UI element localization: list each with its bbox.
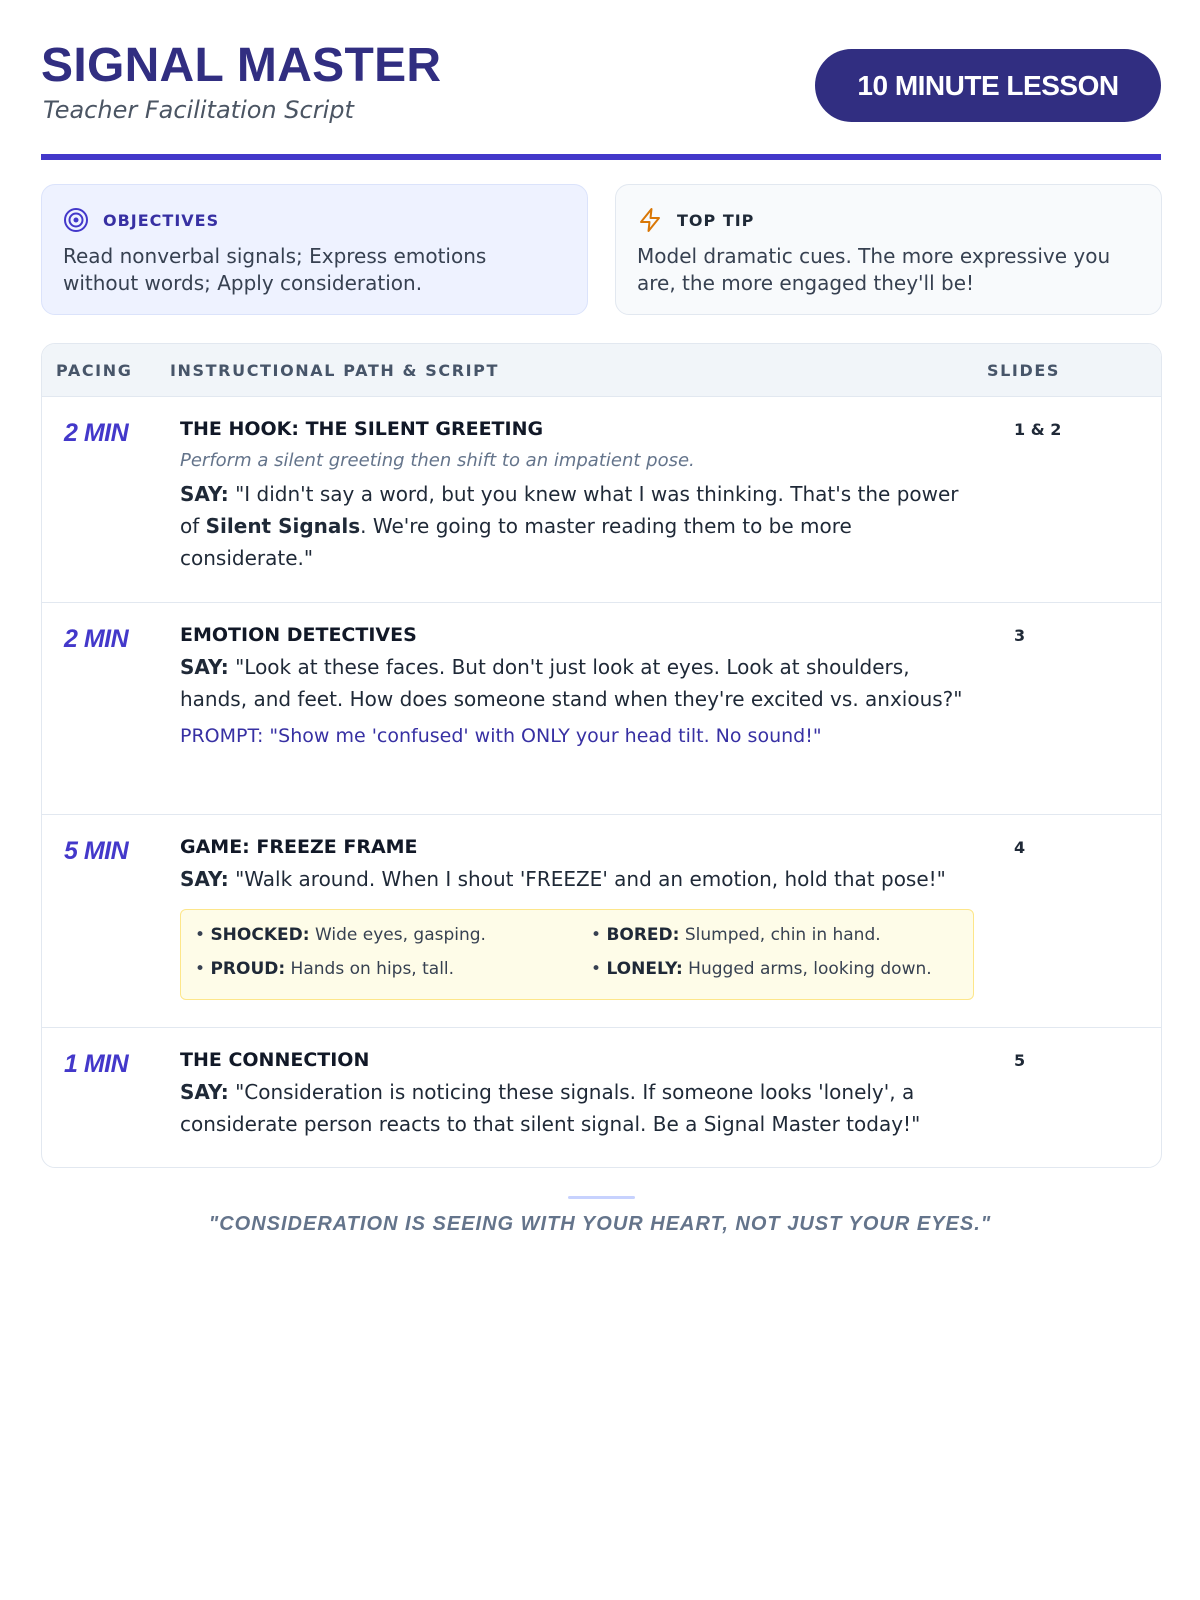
say-script: SAY: "Walk around. When I shout 'FREEZE' and an emotion, hold that pose!": [180, 867, 946, 891]
pacing-value: 2 MIN: [64, 419, 129, 447]
slides-column-header: SLIDES: [987, 361, 1061, 380]
table-row: [42, 397, 1161, 603]
top-tip-card: [615, 184, 1162, 315]
pose-item: • SHOCKED: Wide eyes, gasping.: [195, 925, 486, 945]
pacing-column-header: PACING: [56, 361, 133, 380]
key-term: Silent Signals: [205, 514, 361, 538]
lesson-duration-badge: 10 MINUTE LESSON: [815, 49, 1161, 122]
objectives-card: [41, 184, 588, 315]
table-row: [42, 1028, 1161, 1167]
step-title: THE HOOK: THE SILENT GREETING: [180, 418, 544, 440]
pose-item: • BORED: Slumped, chin in hand.: [591, 925, 881, 945]
slides-value: 3: [1014, 626, 1026, 645]
pose-item: • PROUD: Hands on hips, tall.: [195, 959, 455, 979]
lightning-icon: [637, 207, 663, 233]
slides-value: 5: [1014, 1051, 1026, 1070]
table-row: [42, 815, 1161, 1028]
table-header: [42, 344, 1161, 397]
objectives-text: Read nonverbal signals; Express emotions without words; Apply consideration.: [63, 244, 487, 295]
say-script: SAY: "Look at these faces. But don't just look at eyes. Look at shoulders, hands, and feet. How does someone stand when they're excited vs. anxious?": [180, 655, 963, 711]
slides-value: 4: [1014, 838, 1026, 857]
say-script: SAY: "I didn't say a word, but you knew what I was thinking. That's the power of Silent Signals. We're going to master reading them to be more considerate.": [180, 482, 959, 570]
target-icon: [63, 207, 89, 233]
step-title: GAME: FREEZE FRAME: [180, 836, 418, 858]
lesson-script-table: [41, 343, 1162, 1168]
pacing-value: 1 MIN: [64, 1050, 129, 1078]
objectives-label: OBJECTIVES: [103, 210, 220, 230]
page-title: SIGNAL MASTER: [41, 39, 442, 92]
say-script: SAY: "Consideration is noticing these signals. If someone looks 'lonely', a considerate person reacts to that silent signal. Be a Signal Master today!": [180, 1080, 921, 1136]
closing-quote: "CONSIDERATION IS SEEING WITH YOUR HEART, NOT JUST YOUR EYES.": [208, 1213, 992, 1235]
pacing-value: 2 MIN: [64, 625, 129, 653]
quote-divider: [568, 1196, 635, 1199]
step-note: Perform a silent greeting then shift to an impatient pose.: [180, 450, 695, 471]
script-column-header: INSTRUCTIONAL PATH & SCRIPT: [170, 361, 500, 380]
pose-list: [180, 909, 974, 1000]
step-title: EMOTION DETECTIVES: [180, 624, 417, 646]
top-tip-label: TOP TIP: [677, 210, 755, 230]
table-row: [42, 603, 1161, 815]
page-header: [41, 38, 1161, 160]
step-title: THE CONNECTION: [180, 1049, 370, 1071]
pose-item: • LONELY: Hugged arms, looking down.: [591, 959, 932, 979]
prompt-text: PROMPT: "Show me 'confused' with ONLY your head tilt. No sound!": [180, 725, 822, 747]
top-tip-text: Model dramatic cues. The more expressive you are, the more engaged they'll be!: [637, 244, 1111, 295]
page-subtitle: Teacher Facilitation Script: [43, 96, 354, 124]
slides-value: 1 & 2: [1014, 420, 1062, 439]
pacing-value: 5 MIN: [64, 837, 129, 865]
